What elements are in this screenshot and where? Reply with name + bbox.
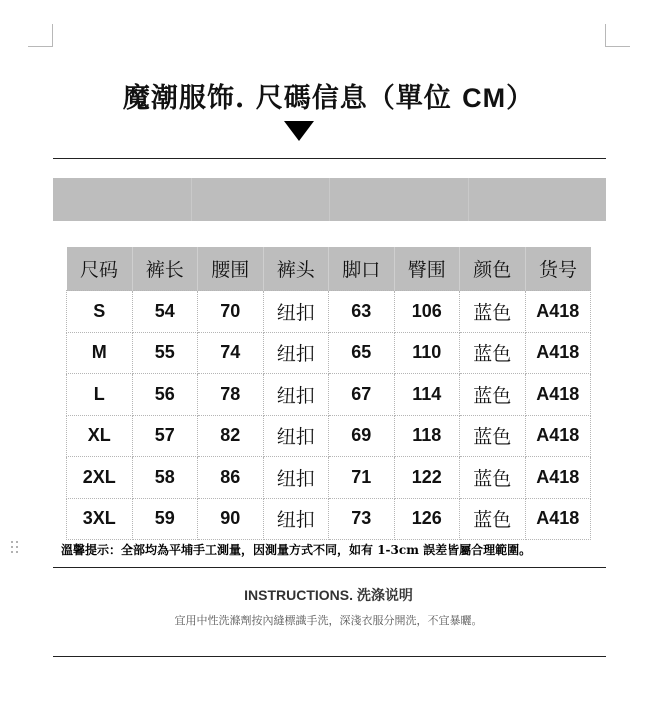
cell-waist: 74	[198, 332, 264, 374]
instructions-text: 宜用中性洗滌劑按內縫標識手洗，深淺衣服分開洗，不宜暴曬。	[174, 614, 483, 627]
cell-fastener: 纽扣	[263, 415, 329, 457]
cell-color: 蓝色	[460, 498, 526, 540]
band-cell	[469, 178, 607, 221]
cell-item-no: A418	[525, 374, 591, 416]
size-table-header-row	[67, 247, 591, 291]
cell-hip: 126	[394, 498, 460, 540]
cell-color: 蓝色	[460, 415, 526, 457]
page-title	[0, 76, 657, 115]
cell-hip: 122	[394, 457, 460, 499]
cell-hip: 114	[394, 374, 460, 416]
note-text-start: 溫馨提示：全部均為平埔手工測量，因測量方式不同，如有	[61, 543, 374, 557]
size-table	[66, 247, 591, 540]
table-row	[67, 374, 591, 416]
cell-length: 57	[132, 415, 198, 457]
band-cell	[192, 178, 331, 221]
cell-length: 55	[132, 332, 198, 374]
cell-item-no: A418	[525, 498, 591, 540]
cell-hem: 67	[329, 374, 395, 416]
cell-fastener: 纽扣	[263, 498, 329, 540]
cell-size: S	[67, 291, 133, 333]
divider-top	[53, 158, 606, 159]
cell-item-no: A418	[525, 457, 591, 499]
title-brand: 魔潮服饰.	[122, 83, 246, 114]
cell-hip: 106	[394, 291, 460, 333]
cell-item-no: A418	[525, 415, 591, 457]
col-header-fastener: 裤头	[263, 247, 329, 291]
title-text: 尺碼信息（單位	[255, 83, 452, 114]
cell-waist: 90	[198, 498, 264, 540]
cell-waist: 78	[198, 374, 264, 416]
cell-length: 56	[132, 374, 198, 416]
band-cell	[53, 178, 192, 221]
instructions-title: INSTRUCTIONS. 洗涤说明	[244, 587, 413, 603]
cell-length: 54	[132, 291, 198, 333]
table-row	[67, 457, 591, 499]
cell-waist: 82	[198, 415, 264, 457]
table-row	[67, 291, 591, 333]
col-header-color: 颜色	[460, 247, 526, 291]
cell-hem: 65	[329, 332, 395, 374]
cell-size: 3XL	[67, 498, 133, 540]
down-arrow-icon	[284, 121, 314, 141]
title-unit: CM	[462, 83, 507, 113]
cell-hem: 69	[329, 415, 395, 457]
cell-hip: 110	[394, 332, 460, 374]
cell-fastener: 纽扣	[263, 374, 329, 416]
col-header-size: 尺码	[67, 247, 133, 291]
cell-color: 蓝色	[460, 374, 526, 416]
col-header-waist: 腰围	[198, 247, 264, 291]
cell-color: 蓝色	[460, 457, 526, 499]
col-header-item-no: 货号	[525, 247, 591, 291]
measurement-note	[61, 541, 531, 558]
grey-header-band	[53, 178, 606, 221]
cell-hem: 63	[329, 291, 395, 333]
divider-bottom	[53, 656, 606, 657]
table-row	[67, 415, 591, 457]
cell-item-no: A418	[525, 291, 591, 333]
note-range: 1-3cm	[377, 543, 419, 557]
note-text-end: 誤差皆屬合理範圍。	[423, 543, 532, 557]
drag-handle-icon[interactable]	[11, 541, 21, 557]
title-close-paren: ）	[506, 83, 535, 114]
cell-size: L	[67, 374, 133, 416]
cell-hem: 71	[329, 457, 395, 499]
cell-color: 蓝色	[460, 291, 526, 333]
cell-waist: 70	[198, 291, 264, 333]
divider-middle	[53, 567, 606, 568]
cell-length: 58	[132, 457, 198, 499]
cell-size: 2XL	[67, 457, 133, 499]
crop-mark-top-left	[28, 24, 53, 47]
col-header-length: 裤长	[132, 247, 198, 291]
table-row	[67, 332, 591, 374]
cell-fastener: 纽扣	[263, 457, 329, 499]
table-row	[67, 498, 591, 540]
cell-fastener: 纽扣	[263, 291, 329, 333]
cell-size: XL	[67, 415, 133, 457]
cell-hem: 73	[329, 498, 395, 540]
col-header-hem: 脚口	[329, 247, 395, 291]
cell-size: M	[67, 332, 133, 374]
cell-color: 蓝色	[460, 332, 526, 374]
cell-length: 59	[132, 498, 198, 540]
band-cell	[330, 178, 469, 221]
col-header-hip: 臀围	[394, 247, 460, 291]
crop-mark-top-right	[605, 24, 630, 47]
cell-fastener: 纽扣	[263, 332, 329, 374]
cell-hip: 118	[394, 415, 460, 457]
cell-item-no: A418	[525, 332, 591, 374]
cell-waist: 86	[198, 457, 264, 499]
